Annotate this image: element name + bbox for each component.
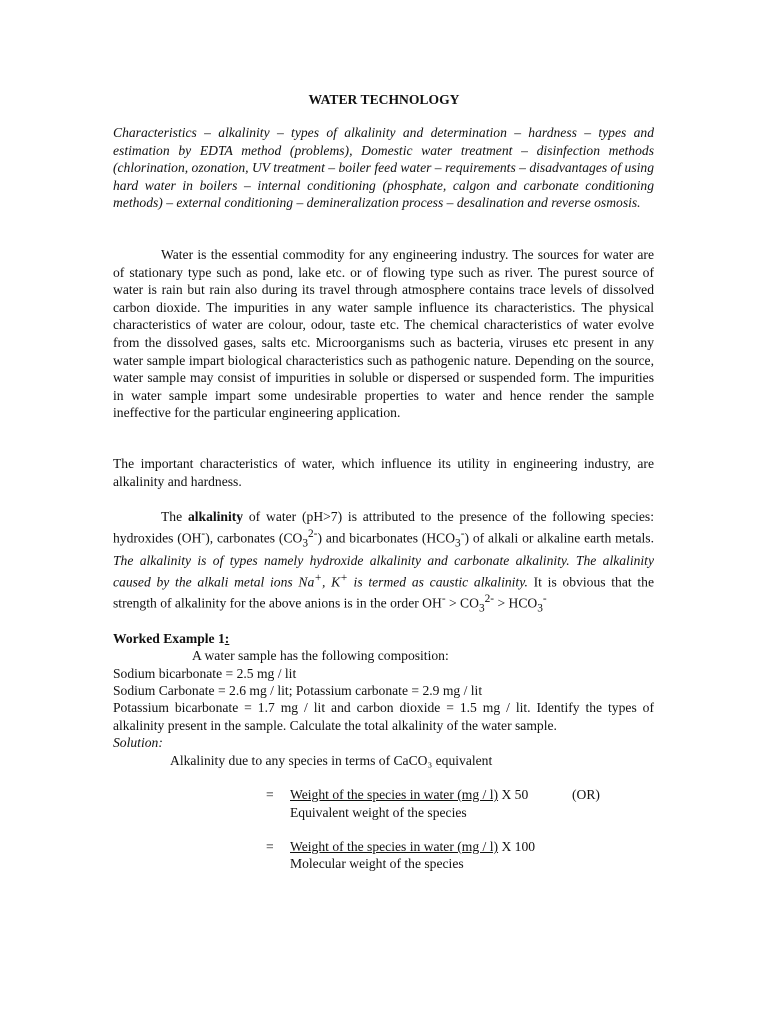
text-run: > HCO <box>494 595 538 611</box>
superscript: - <box>542 593 547 606</box>
superscript: - <box>441 593 446 606</box>
document-title: WATER TECHNOLOGY <box>308 92 460 107</box>
subscript: 3 <box>455 536 461 549</box>
formula-2-numerator-text: Weight of the species in water (mg / l) <box>290 839 499 854</box>
superscript: 2- <box>484 593 495 606</box>
superscript: + <box>340 572 348 585</box>
subscript: 3 <box>302 536 309 549</box>
italic-run: , K <box>321 574 341 590</box>
subscript: 3 <box>478 602 485 615</box>
text-run: > CO <box>445 595 479 611</box>
italic-run: The alkalinity is of types namely hydroxide alkalinity and carbonate alkalinity. The alkalinity caused by the alkali metal ions Na <box>113 553 654 590</box>
composition-line-3: Potassium bicarbonate = 1.7 mg / lit and carbon dioxide = 1.5 mg / lit. Identify the types of alkalinity present in the sample. Calculate the total alkalinity of the water sample. <box>113 700 654 733</box>
italic-run: is termed as caustic alkalinity. <box>347 574 528 590</box>
solution-statement: Alkalinity due to any species in terms of CaCO₃ equivalent <box>170 753 493 768</box>
equals-sign-1: = <box>266 787 274 802</box>
example-heading-colon: : <box>224 631 230 646</box>
text-run: ) of alkali or alkaline earth metals. <box>464 530 654 546</box>
alkalinity-term: alkalinity <box>187 509 244 524</box>
intro-paragraph: Water is the essential commodity for any engineering industry. The sources for water are of stationary type such as pond, lake etc. or of flowing type such as river. The purest source of water is rain but rain also during its travel through atmosphere contains trace levels of dissolved carbon dioxide. The impurities in any water sample influence its characteristics. The physical characteristics of water are colour, odour, taste etc. The chemical characteristics of water evolve from the dissolved gases, salts etc. Microorganisms such as bacteria, viruses etc present in any water sample impart biological characteristics such as pathogenic nature. Depending on the source, water sample may consist of impurities in soluble or dispersed or suspended form. The impurities in water sample impart some undesirable properties to water and hence render the sample ineffective for the particular engineering application. <box>113 247 654 421</box>
text-run: of water (pH>7) is attributed to the presence of the following species: hydroxides (OH <box>113 509 654 546</box>
solution-label: Solution: <box>113 735 163 750</box>
subscript: 3 <box>537 602 543 615</box>
formula-1-denominator: Equivalent weight of the species <box>290 805 467 820</box>
example-intro: A water sample has the following composition: <box>192 648 449 663</box>
formula-2-multiplier: X 100 <box>498 839 536 854</box>
characteristics-paragraph: The important characteristics of water, which influence its utility in engineering industry, are alkalinity and hardness. <box>113 456 654 489</box>
example-heading <box>113 630 229 648</box>
formula-2-denominator: Molecular weight of the species <box>290 856 464 871</box>
superscript: - <box>460 527 465 540</box>
composition-line-2: Sodium Carbonate = 2.6 mg / lit; Potassium carbonate = 2.9 mg / lit <box>113 683 483 698</box>
text-run: The <box>161 509 188 524</box>
formula-1-numerator-text: Weight of the species in water (mg / l) <box>290 787 499 802</box>
superscript: + <box>314 572 322 585</box>
formula-or-label: (OR) <box>572 787 600 802</box>
text-run: ), carbonates (CO <box>205 530 303 546</box>
formula-1-numerator <box>290 786 528 804</box>
equals-sign-2: = <box>266 839 274 854</box>
example-heading-text: Worked Example 1 <box>113 631 225 646</box>
formula-1-multiplier: X 50 <box>498 787 529 802</box>
composition-line-1: Sodium bicarbonate = 2.5 mg / lit <box>113 666 297 681</box>
syllabus-paragraph: Characteristics – alkalinity – types of alkalinity and determination – hardness – types and estimation by EDTA method (problems), Domestic water treatment – disinfection methods (chlorination, ozonation, UV treatment – boiler feed water – requirements – disadvantages of using hard water in boilers – internal conditioning (phosphate, calgon and carbonate conditioning methods) – external conditioning – demineralization process – desalination and reverse osmosis. <box>113 125 654 211</box>
alkalinity-paragraph <box>113 508 654 618</box>
superscript: - <box>201 527 206 540</box>
superscript: 2- <box>308 527 318 540</box>
formula-2-numerator <box>290 838 535 856</box>
text-run: It is obvious that the strength of alkalinity for the above anions is in the order OH <box>113 574 655 611</box>
text-run: ) and bicarbonates (HCO <box>317 530 456 546</box>
